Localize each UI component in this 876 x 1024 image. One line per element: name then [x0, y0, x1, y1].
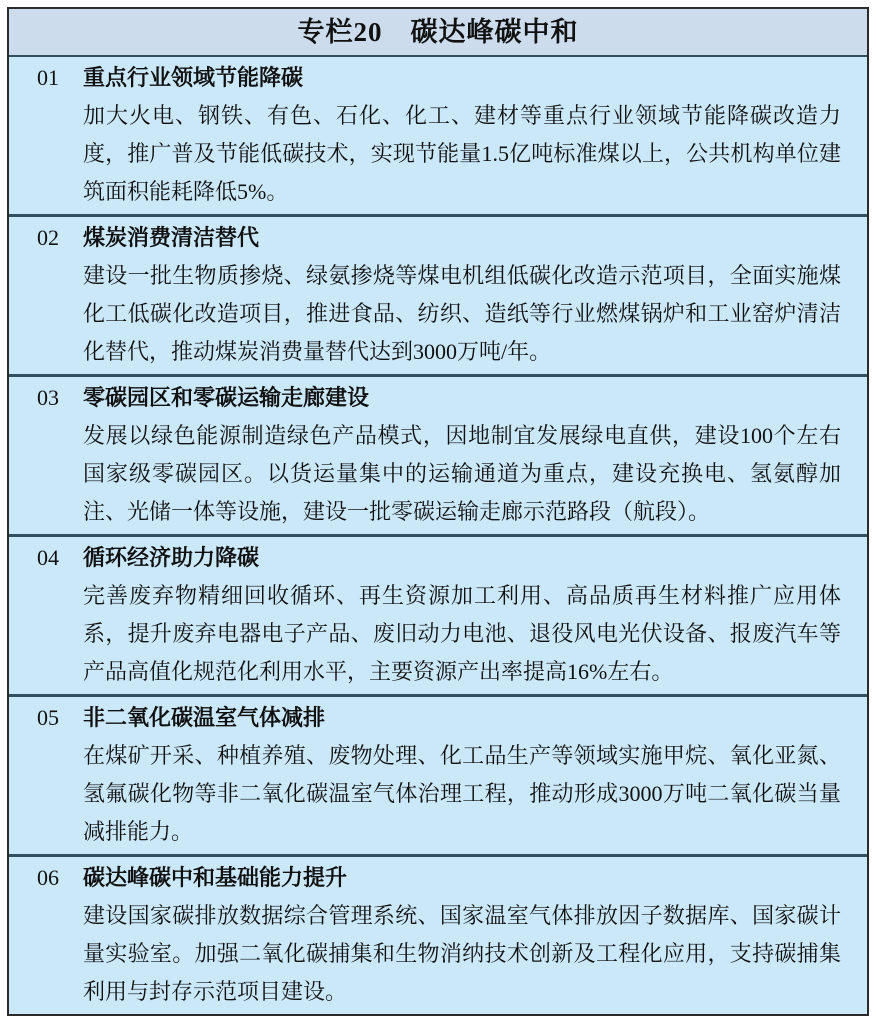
section-heading: 零碳园区和零碳运输走廊建设 [83, 385, 370, 410]
section-03-head [37, 379, 841, 417]
section-04-head [37, 539, 841, 577]
section-body: 完善废弃物精细回收循环、再生资源加工利用、高品质再生材料推广应用体系，提升废弃电器电子产品、废旧动力电池、退役风电光伏设备、报废汽车等产品高值化规范化利用水平，主要资源产出率提高16%左右。 [83, 583, 841, 684]
section-06-head [37, 859, 841, 897]
section-number: 06 [37, 865, 59, 890]
section-heading: 循环经济助力降碳 [83, 545, 260, 570]
section-number: 04 [37, 545, 59, 570]
panel-title: 专栏20 碳达峰碳中和 [9, 9, 867, 55]
section-01 [9, 55, 867, 214]
section-number: 03 [37, 385, 59, 410]
section-05 [9, 694, 867, 854]
section-body: 加大火电、钢铁、有色、石化、化工、建材等重点行业领域节能降碳改造力度，推广普及节能低碳技术，实现节能量1.5亿吨标准煤以上，公共机构单位建筑面积能耗降低5%。 [83, 103, 841, 204]
section-heading: 非二氧化碳温室气体减排 [83, 705, 326, 730]
section-06 [9, 854, 867, 1014]
section-body: 建设国家碳排放数据综合管理系统、国家温室气体排放因子数据库、国家碳计量实验室。加强二氧化碳捕集和生物消纳技术创新及工程化应用，支持碳捕集利用与封存示范项目建设。 [83, 903, 841, 1004]
section-body: 建设一批生物质掺烧、绿氨掺烧等煤电机组低碳化改造示范项目，全面实施煤化工低碳化改造项目，推进食品、纺织、造纸等行业燃煤锅炉和工业窑炉清洁化替代，推动煤炭消费量替代达到3000万吨/年。 [83, 263, 841, 364]
column-panel [7, 7, 869, 1016]
section-number: 01 [37, 65, 59, 90]
section-body: 在煤矿开采、种植养殖、废物处理、化工品生产等领域实施甲烷、氧化亚氮、氢氟碳化物等非二氧化碳温室气体治理工程，推动形成3000万吨二氧化碳当量减排能力。 [83, 743, 841, 844]
section-02-head [37, 219, 841, 257]
section-01-head [37, 59, 841, 97]
section-03 [9, 374, 867, 534]
section-05-head [37, 699, 841, 737]
section-number: 02 [37, 225, 59, 250]
section-heading: 煤炭消费清洁替代 [83, 225, 260, 250]
section-04 [9, 534, 867, 694]
section-body: 发展以绿色能源制造绿色产品模式，因地制宜发展绿电直供，建设100个左右国家级零碳园区。以货运量集中的运输通道为重点，建设充换电、氢氨醇加注、光储一体等设施，建设一批零碳运输走廊示范路段（航段）。 [83, 423, 841, 524]
section-heading: 重点行业领域节能降碳 [83, 65, 304, 90]
section-number: 05 [37, 705, 59, 730]
section-heading: 碳达峰碳中和基础能力提升 [83, 865, 348, 890]
section-02 [9, 214, 867, 374]
